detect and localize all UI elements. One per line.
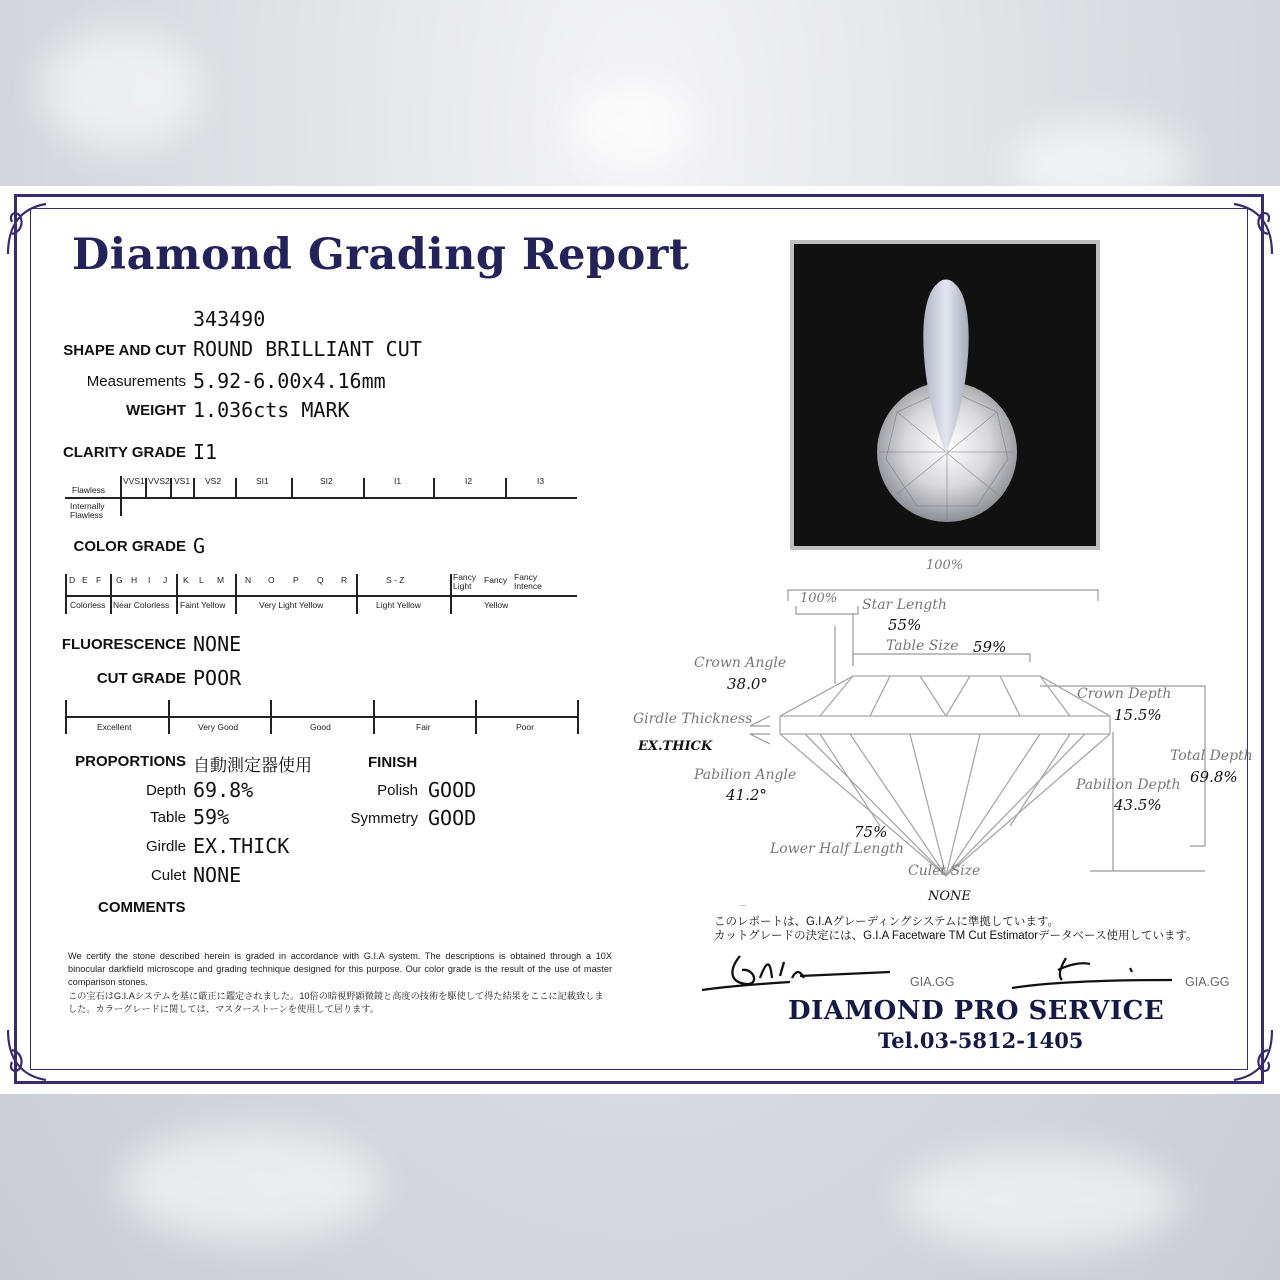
- certification-en: We certify the stone described herein is graded in accordance with G.I.A system. The descriptions is obtained through a 10X binocular darkfield microscope and grading technique designed for this purpose. Our color grade is the result of the use of master comparison stones.: [68, 951, 612, 987]
- top-100-label: 100%: [926, 558, 964, 573]
- table-value: 59%: [193, 805, 230, 829]
- clarity-scale-label: VVS1: [123, 476, 145, 486]
- corner-ornament-top-right: [1208, 194, 1278, 264]
- color-letter: Fancy Light: [453, 572, 477, 591]
- finish-label: FINISH: [368, 754, 418, 771]
- report-title: Diamond Grading Report: [72, 230, 690, 280]
- company-name: DIAMOND PRO SERVICE: [788, 996, 1165, 1026]
- color-letter: Fancy Intence: [514, 572, 542, 591]
- clarity-value: I1: [193, 440, 218, 464]
- clarity-scale-label: VVS2: [148, 476, 170, 486]
- pavilion-angle-label: Pabilion Angle: [694, 767, 797, 783]
- color-letter: D: [69, 575, 76, 585]
- cut-scale-label: Poor: [516, 722, 534, 732]
- comments-label: COMMENTS: [98, 899, 186, 916]
- color-letter: R: [341, 575, 348, 585]
- note-line-2: カットグレードの決定には、G.I.A Facetware TM Cut Estimatorデータベース使用しています。: [714, 930, 1198, 942]
- certification-jp: この宝石はG.I.Aシステムを基に厳正に鑑定されました。10倍の暗視野顕微鏡と高度の技術を駆使して得た結果をここに記載致しました。カラーグレードに関しては、マスターストーンを使用して居ります。: [68, 991, 604, 1014]
- color-group: Yellow: [484, 600, 509, 610]
- color-label: COLOR GRADE: [73, 538, 186, 555]
- crown-angle-label: Crown Angle: [694, 655, 787, 671]
- pavilion-angle-value: 41.2°: [726, 786, 767, 804]
- proportions-label: PROPORTIONS: [75, 753, 186, 770]
- color-letter: G: [116, 575, 123, 585]
- proportions-note: 自動測定器使用: [193, 756, 312, 775]
- table-label: Table: [150, 809, 186, 826]
- signature-2: [1010, 950, 1180, 994]
- star-length-label: Star Length: [862, 597, 947, 613]
- color-letter: Fancy: [484, 575, 508, 585]
- cut-scale-label: Fair: [416, 722, 431, 732]
- clarity-scale-label: VS1: [174, 476, 191, 486]
- clarity-scale-label: I2: [465, 476, 473, 486]
- pavilion-depth-label: Pabilion Depth: [1076, 777, 1181, 793]
- color-letter: M: [217, 575, 225, 585]
- color-group: Near Colorless: [113, 600, 170, 610]
- girdle-thickness-value: EX.THICK: [638, 739, 713, 754]
- color-value: G: [193, 534, 206, 558]
- depth-label: Depth: [145, 782, 186, 799]
- gia-label-2: GIA.GG: [1185, 975, 1230, 989]
- girdle-value: EX.THICK: [193, 834, 290, 858]
- girdle-thickness-label: Girdle Thickness: [633, 711, 753, 727]
- total-depth-label: Total Depth: [1170, 748, 1253, 764]
- crown-depth-label: Crown Depth: [1077, 686, 1172, 702]
- corner-ornament-bottom-left: [2, 1020, 72, 1090]
- color-group: Light Yellow: [376, 600, 421, 610]
- corner-ornament-bottom-right: [1208, 1020, 1278, 1090]
- lower-half-value: 75%: [854, 823, 888, 841]
- clarity-scale-label: I3: [537, 476, 545, 486]
- color-letter: E: [82, 575, 88, 585]
- gia-label-1: GIA.GG: [910, 975, 955, 989]
- color-letter: P: [293, 575, 299, 585]
- company-tel: Tel.03-5812-1405: [878, 1028, 1084, 1053]
- color-letter: I: [148, 575, 151, 585]
- symmetry-value: GOOD: [428, 806, 477, 830]
- clarity-scale-label: SI2: [320, 476, 333, 486]
- color-letter: O: [268, 575, 275, 585]
- crown-depth-value: 15.5%: [1114, 706, 1162, 724]
- color-group: Very Light Yellow: [259, 600, 324, 610]
- color-letter: N: [245, 575, 252, 585]
- color-letter: J: [163, 575, 168, 585]
- color-letter: S - Z: [386, 575, 405, 585]
- shape-label: SHAPE AND CUT: [63, 342, 186, 359]
- color-letter: Q: [317, 575, 324, 585]
- table-size-value: 59%: [973, 638, 1007, 656]
- clarity-label: CLARITY GRADE: [62, 444, 186, 461]
- diamond-photo: [790, 240, 1100, 550]
- cut-scale-label: Very Good: [198, 722, 239, 732]
- inner-100-label: 100%: [800, 591, 838, 606]
- diamond-image: [794, 244, 1096, 546]
- clarity-scale-label: I1: [394, 476, 402, 486]
- color-letter: K: [183, 575, 189, 585]
- certification-text: [68, 950, 612, 1016]
- signature-1: [700, 948, 900, 998]
- proportion-diagram: [620, 566, 1240, 906]
- symmetry-label: Symmetry: [350, 810, 418, 827]
- cut-value: POOR: [193, 666, 242, 690]
- crown-angle-value: 38.0°: [727, 675, 768, 693]
- clarity-scale-label: VS2: [205, 476, 222, 486]
- weight-value: 1.036cts MARK: [193, 398, 350, 422]
- grading-report-card: [0, 186, 1280, 1094]
- girdle-label: Girdle: [145, 838, 186, 855]
- fluorescence-value: NONE: [193, 632, 242, 656]
- pavilion-depth-value: 43.5%: [1114, 796, 1162, 814]
- culet-value: NONE: [193, 863, 242, 887]
- depth-value: 69.8%: [193, 778, 254, 802]
- fluorescence-label: FLUORESCENCE: [61, 636, 186, 653]
- culet-size-label: Culet Size: [908, 863, 981, 879]
- clarity-scale-label: SI1: [256, 476, 269, 486]
- weight-label: WEIGHT: [126, 402, 186, 419]
- polish-value: GOOD: [428, 778, 477, 802]
- table-size-label: Table Size: [886, 638, 959, 654]
- measurements-label: Measurements: [86, 373, 186, 390]
- shape-value: ROUND BRILLIANT CUT: [193, 337, 422, 361]
- culet-label: Culet: [150, 867, 186, 884]
- star-length-value: 55%: [888, 616, 922, 634]
- color-letter: H: [131, 575, 138, 585]
- corner-ornament-top-left: [2, 194, 72, 264]
- polish-label: Polish: [377, 782, 418, 799]
- note-line-1: このレポートは、G.I.Aグレーディングシステムに準拠しています。: [714, 916, 1059, 928]
- clarity-scale-label: Flawless: [72, 485, 106, 495]
- culet-size-value: NONE: [928, 889, 971, 904]
- cut-scale-label: Good: [310, 722, 331, 732]
- internally-flawless-label: Internally Flawless: [70, 501, 105, 520]
- cut-label: CUT GRADE: [96, 670, 186, 687]
- color-letter: F: [96, 575, 102, 585]
- measurements-value: 5.92-6.00x4.16mm: [193, 369, 386, 393]
- total-depth-value: 69.8%: [1190, 768, 1238, 786]
- color-group: Faint Yellow: [180, 600, 226, 610]
- lower-half-label: Lower Half Length: [770, 841, 905, 857]
- color-group: Colorless: [70, 600, 106, 610]
- color-letter: L: [199, 575, 204, 585]
- report-number: 343490: [193, 307, 266, 331]
- cut-scale-label: Excellent: [97, 722, 132, 732]
